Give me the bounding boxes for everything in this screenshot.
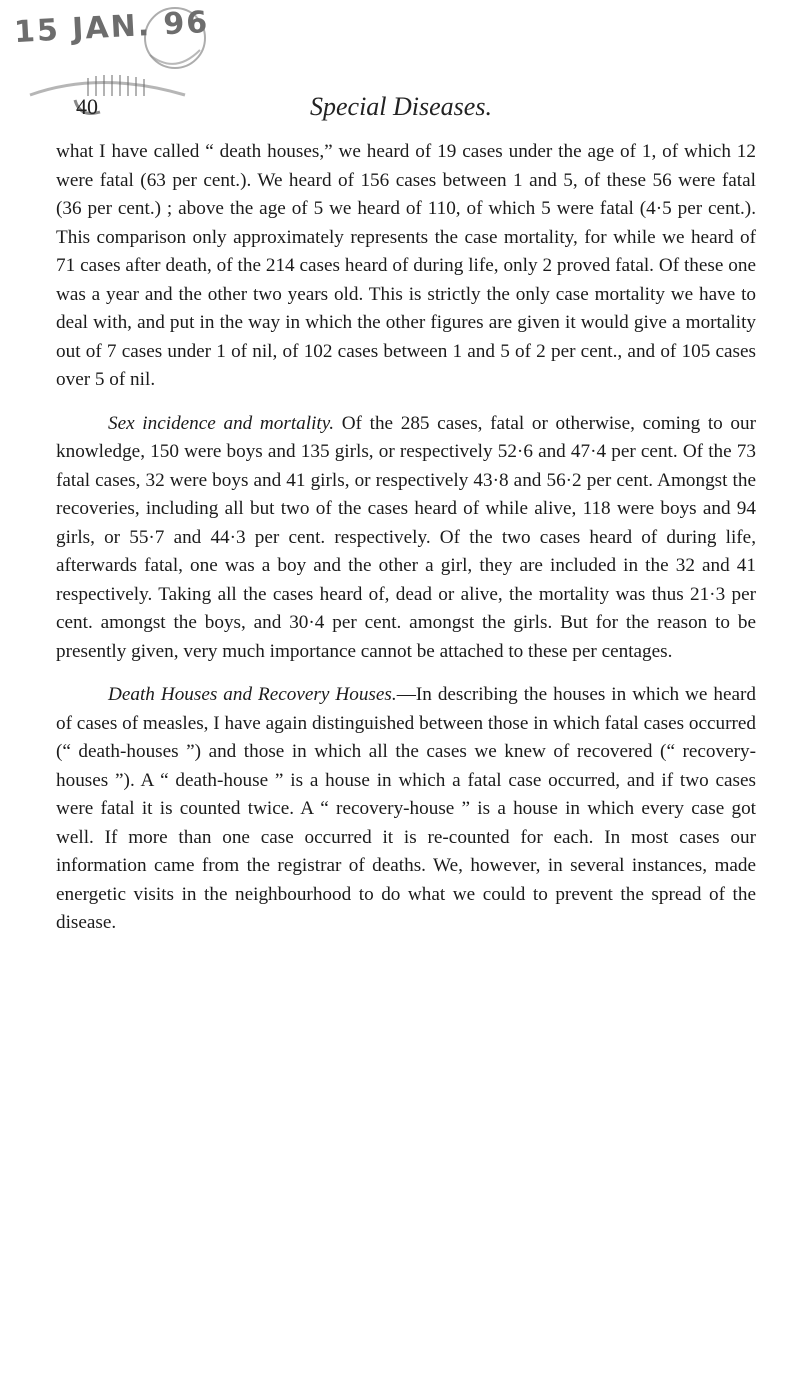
body-text — [56, 138, 756, 938]
paragraph-text: what I have called “ death houses,” we heard of 19 cases under the age of 1, of which 12 were fatal (63 per cent.). We heard of 156 cases between 1 and 5, of these 56 were fatal (36 per cent.) ; above the age of 5 we heard of 110, of which 5 were fatal (4·5 per cent.). This comparison only approximately represents the case mortality, for while we heard of 71 cases after death, of the 214 cases heard of during life, only 2 proved fatal. Of these one was a year and the other two years old. This is strictly the only case mortality we have to deal with, and put in the way in which the other figures are given it would give a mortality out of 7 cases under 1 of nil, of 102 cases between 1 and 5 of 2 per cent., and of 105 cases over 5 of nil. — [56, 141, 756, 390]
paragraph-death-houses-summary — [56, 138, 756, 395]
running-title: Special Diseases. — [310, 92, 492, 121]
stamp-date: 15 JAN. 96 — [13, 4, 211, 51]
paragraph-text: —In describing the houses in which we heard of cases of measles, I have again distinguished between those in which fatal cases occurred (“ death-houses ”) and those in which all the cases we knew of recovered (“ recovery-houses ”). A “ death-house ” is a house in which a fatal case occurred, and if two cases were fatal it is counted twice. A “ recovery-house ” is a house in which every case got well. If more than one case occurred it is re-counted for each. In most cases our information came from the registrar of deaths. We, however, in several instances, made energetic visits in the neighbourhood to do what we could to prevent the spread of the disease. — [56, 684, 756, 933]
paragraph-text: Of the 285 cases, fatal or otherwise, coming to our knowledge, 150 were boys and 135 girls, or respectively 52·6 and 47·4 per cent. Of the 73 fatal cases, 32 were boys and 41 girls, or respectively 43·8 and 56·2 per cent. Amongst the recoveries, including all but two of the cases heard of while alive, 118 were boys and 94 girls, or 55·7 and 44·3 per cent. respectively. Of the two cases heard of during life, afterwards fatal, one was a boy and the other a girl, they are included in the 32 and 41 respectively. Taking all the cases heard of, dead or alive, the mortality was thus 21·3 per cent. amongst the boys, and 30·4 per cent. amongst the girls. But for the reason to be presently given, very much importance cannot be attached to these per centages. — [56, 412, 757, 662]
paragraph-death-recovery-houses — [56, 681, 756, 938]
paragraph-sex-incidence — [56, 410, 756, 667]
section-heading: Sex incidence and mortality. — [108, 412, 335, 434]
page-number: 40 — [76, 94, 98, 119]
section-heading: Death Houses and Recovery Houses. — [108, 684, 397, 705]
library-stamp — [0, 0, 230, 120]
